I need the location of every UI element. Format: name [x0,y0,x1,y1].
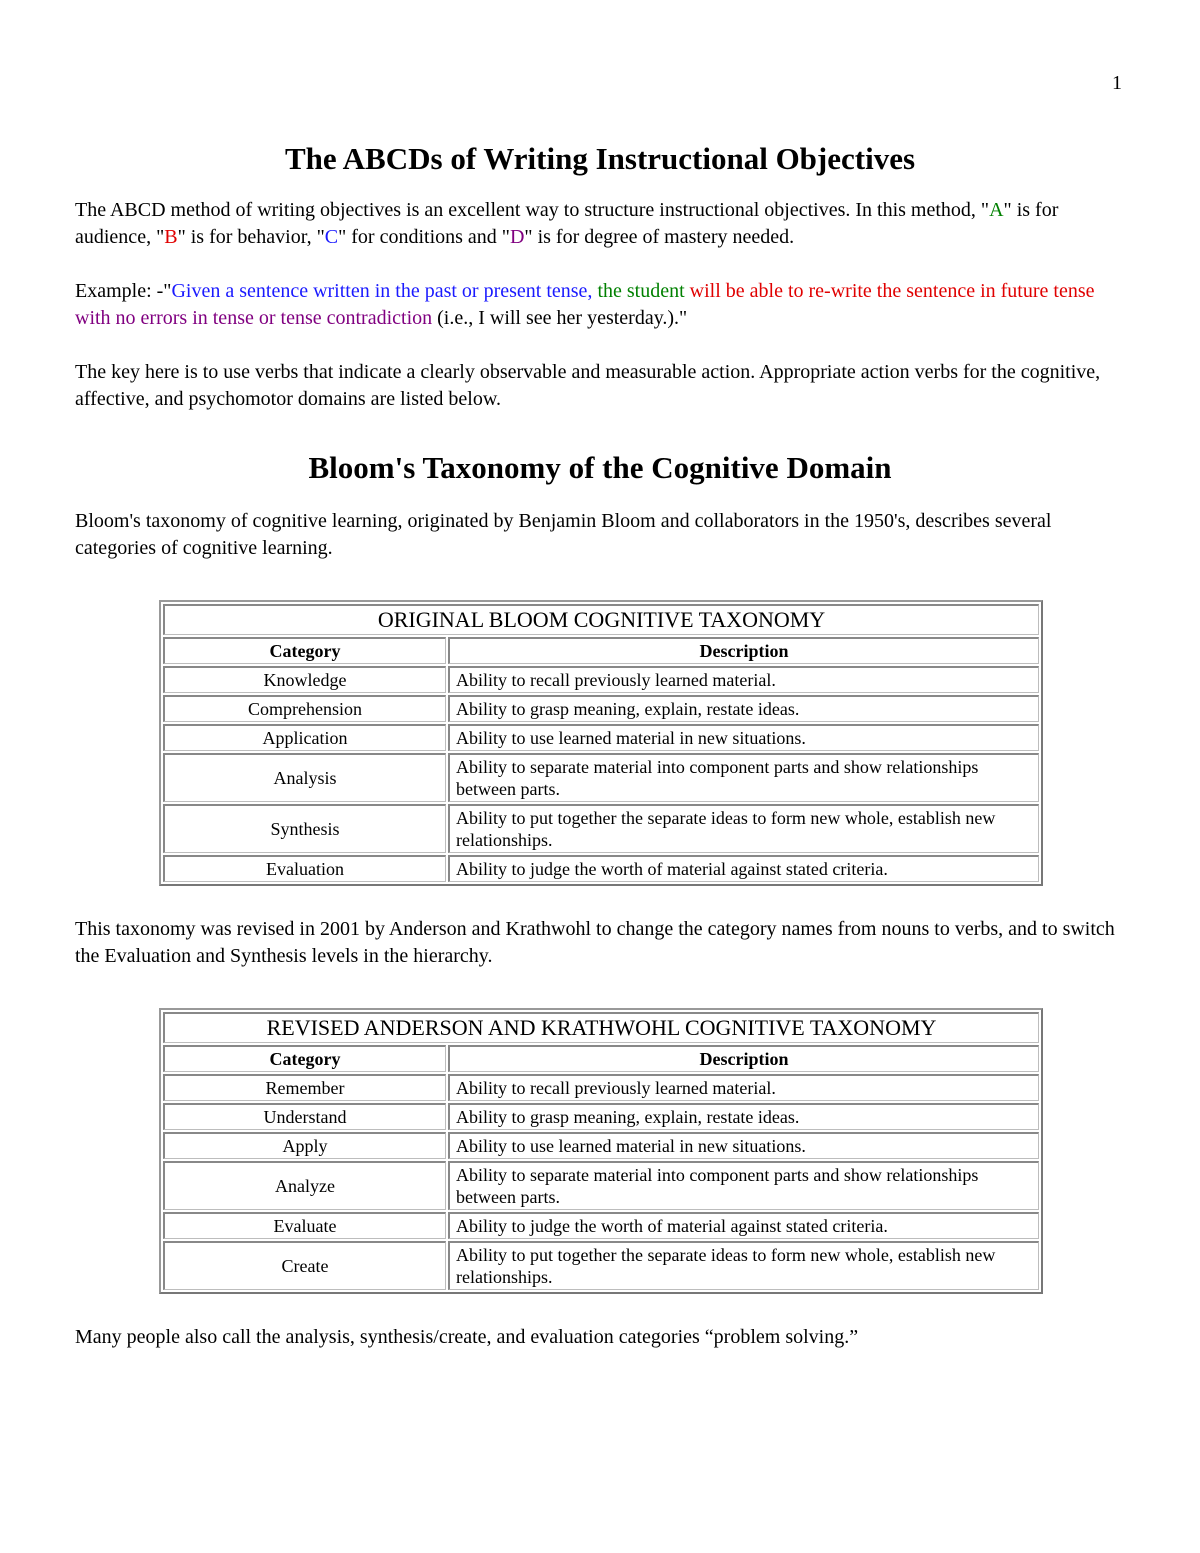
description-cell: Ability to recall previously learned material. [448,666,1039,693]
table-title: REVISED ANDERSON AND KRATHWOHL COGNITIVE TAXONOMY [163,1012,1039,1043]
intro-text-3: " is for behavior, " [177,226,325,249]
description-cell: Ability to grasp meaning, explain, restate ideas. [448,695,1039,722]
example-behavior: will be able to re-write the sentence in future tense [684,280,1095,303]
description-cell: Ability to use learned material in new situations. [448,1132,1039,1159]
description-cell: Ability to put together the separate ideas to form new whole, establish new relationships. [448,1241,1039,1290]
description-cell: Ability to recall previously learned material. [448,1074,1039,1101]
category-cell: Create [163,1241,446,1290]
letter-d: D [509,226,525,249]
category-cell: Application [163,724,446,751]
example-degree: with no errors in tense or tense contradiction [75,307,433,330]
section-title: Bloom's Taxonomy of the Cognitive Domain [308,450,892,486]
table-title-row [163,604,1039,635]
description-cell: Ability to separate material into component parts and show relationships between parts. [448,753,1039,802]
description-cell: Ability to judge the worth of material against stated criteria. [448,855,1039,882]
example-audience: the student [592,280,685,303]
category-cell: Remember [163,1074,446,1101]
bloom-paragraph: Bloom's taxonomy of cognitive learning, originated by Benjamin Bloom and collaborators in the 1950's, describes several categories of cognitive learning. [75,510,1052,560]
description-cell: Ability to put together the separate ideas to form new whole, establish new relationships. [448,804,1039,853]
table-row [163,1132,1039,1159]
letter-b: B [164,226,178,249]
category-cell: Knowledge [163,666,446,693]
table-header-row [163,1045,1039,1072]
table-row [163,1074,1039,1101]
intro-text-2: " is for audience, " [75,199,1059,249]
revised-taxonomy-table [159,1008,1043,1294]
table-row [163,1241,1039,1290]
page-number: 1 [1112,72,1122,94]
category-cell: Comprehension [163,695,446,722]
description-cell: Ability to grasp meaning, explain, restate ideas. [448,1103,1039,1130]
table-row [163,1103,1039,1130]
column-header-description: Description [448,637,1039,664]
table-row [163,753,1039,802]
column-header-category: Category [163,637,446,664]
table-row [163,804,1039,853]
intro-text-1: The ABCD method of writing objectives is an excellent way to structure instructional objectives. In this method, " [75,199,990,222]
example-conditions: Given a sentence written in the past or present tense, [171,280,593,303]
category-cell: Evaluation [163,855,446,882]
closing-paragraph: Many people also call the analysis, synthesis/create, and evaluation categories “problem solving.” [75,1326,859,1349]
document-body [75,140,1125,1378]
category-cell: Analysis [163,753,446,802]
table-header-row [163,637,1039,664]
original-bloom-table [159,600,1043,886]
table-row [163,855,1039,882]
table-row [163,724,1039,751]
example-prefix: Example: -" [75,280,172,303]
intro-text-5: " is for degree of mastery needed. [524,226,795,249]
category-cell: Understand [163,1103,446,1130]
column-header-category: Category [163,1045,446,1072]
description-cell: Ability to use learned material in new situations. [448,724,1039,751]
example-paragraph [75,278,1125,332]
table-title-row [163,1012,1039,1043]
description-cell: Ability to judge the worth of material against stated criteria. [448,1212,1039,1239]
table-row [163,666,1039,693]
category-cell: Evaluate [163,1212,446,1239]
key-paragraph: The key here is to use verbs that indicate a clearly observable and measurable action. Appropriate action verbs for the cognitive, affective, and psychomotor domains are listed below. [75,361,1101,411]
table-title: ORIGINAL BLOOM COGNITIVE TAXONOMY [163,604,1039,635]
intro-paragraph [75,197,1125,251]
page-title: The ABCDs of Writing Instructional Objectives [284,141,916,176]
revision-paragraph: This taxonomy was revised in 2001 by Anderson and Krathwohl to change the category names from nouns to verbs, and to switch the Evaluation and Synthesis levels in the hierarchy. [75,918,1115,968]
description-cell: Ability to separate material into component parts and show relationships between parts. [448,1161,1039,1210]
letter-a: A [989,199,1004,222]
table-row [163,1212,1039,1239]
table-row [163,695,1039,722]
table-row [163,1161,1039,1210]
category-cell: Synthesis [163,804,446,853]
category-cell: Analyze [163,1161,446,1210]
intro-text-4: " for conditions and " [338,226,510,249]
example-suffix: (i.e., I will see her yesterday.)." [432,307,688,330]
column-header-description: Description [448,1045,1039,1072]
category-cell: Apply [163,1132,446,1159]
letter-c: C [324,226,339,249]
